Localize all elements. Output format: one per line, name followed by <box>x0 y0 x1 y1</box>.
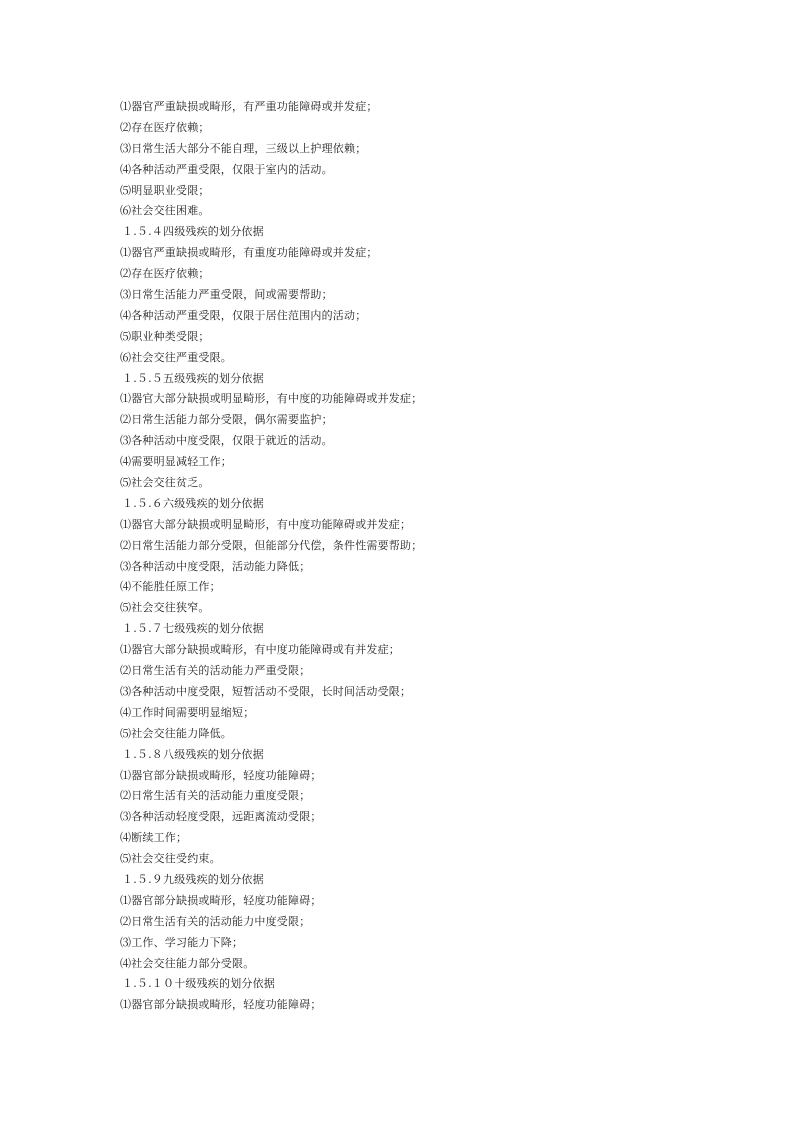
list-item: ⑴器官大部分缺损或明显畸形，有中度的功能障碍或并发症； <box>120 392 423 406</box>
list-item: ⑵日常生活能力部分受限，偶尔需要监护； <box>120 413 333 427</box>
list-item: ⑴器官部分缺损或畸形，轻度功能障碍； <box>120 768 322 782</box>
list-item: ⑵日常生活有关的活动能力中度受限； <box>120 914 311 928</box>
section-heading: １.５.９九级残疾的划分依据 <box>122 872 264 886</box>
list-item: ⑶各种活动中度受限，短暂活动不受限，长时间活动受限； <box>120 684 412 698</box>
list-item: ⑹社会交往困难。 <box>120 204 210 218</box>
list-item: ⑸职业种类受限； <box>120 329 210 343</box>
section-heading: １.５.８八级残疾的划分依据 <box>122 747 264 761</box>
list-item: ⑴器官严重缺损或畸形，有严重功能障碍或并发症； <box>120 100 378 113</box>
list-item: ⑹社会交往严重受限。 <box>120 350 232 364</box>
list-item: ⑷各种活动严重受限，仅限于室内的活动。 <box>120 162 333 176</box>
list-item: ⑷不能胜任原工作； <box>120 580 221 594</box>
list-item: ⑶各种活动轻度受限，远距离流动受限； <box>120 810 322 824</box>
list-item: ⑵日常生活有关的活动能力重度受限； <box>120 789 311 803</box>
list-item: ⑸社会交往狭窄。 <box>120 601 210 615</box>
list-item: ⑵存在医疗依赖； <box>120 120 210 134</box>
list-item: ⑶各种活动中度受限，活动能力降低； <box>120 559 311 573</box>
list-item: ⑷断续工作； <box>120 831 188 845</box>
section-heading: １.５.５五级残疾的划分依据 <box>122 371 264 385</box>
section-heading: １.５.６六级残疾的划分依据 <box>122 496 264 510</box>
list-item: ⑴器官部分缺损或畸形，轻度功能障碍； <box>120 998 322 1012</box>
section-heading: １.５.４四级残疾的划分依据 <box>122 225 264 239</box>
list-item: ⑸明显职业受限； <box>120 183 210 197</box>
list-item: ⑶工作、学习能力下降； <box>120 935 244 949</box>
list-item: ⑴器官严重缺损或畸形，有重度功能障碍或并发症； <box>120 246 378 260</box>
list-item: ⑷各种活动严重受限，仅限于居住范围内的活动； <box>120 308 367 322</box>
list-item: ⑸社会交往贫乏。 <box>120 476 210 490</box>
list-item: ⑶日常生活能力严重受限，间或需要帮助； <box>120 288 333 302</box>
list-item: ⑶各种活动中度受限，仅限于就近的活动。 <box>120 434 333 448</box>
list-item: ⑷需要明显减轻工作； <box>120 455 232 469</box>
list-item: ⑷社会交往能力部分受限。 <box>120 956 255 970</box>
document-body <box>120 97 720 1016</box>
list-item: ⑸社会交往受约束。 <box>120 852 221 866</box>
list-item: ⑵日常生活能力部分受限，但能部分代偿，条件性需要帮助； <box>120 538 423 552</box>
list-item: ⑴器官大部分缺损或明显畸形，有中度功能障碍或并发症； <box>120 517 412 531</box>
list-item: ⑴器官部分缺损或畸形，轻度功能障碍； <box>120 893 322 907</box>
list-item: ⑵存在医疗依赖； <box>120 267 210 281</box>
list-item: ⑸社会交往能力降低。 <box>120 726 232 740</box>
list-item: ⑶日常生活大部分不能自理，三级以上护理依赖； <box>120 141 367 155</box>
list-item: ⑷工作时间需要明显缩短； <box>120 705 255 719</box>
list-item: ⑵日常生活有关的活动能力严重受限； <box>120 664 311 678</box>
section-heading: １.５.７七级残疾的划分依据 <box>122 622 264 636</box>
list-item: ⑴器官大部分缺损或畸形，有中度功能障碍或有并发症； <box>120 643 400 657</box>
section-heading: １.５.１０十级残疾的划分依据 <box>122 977 275 991</box>
